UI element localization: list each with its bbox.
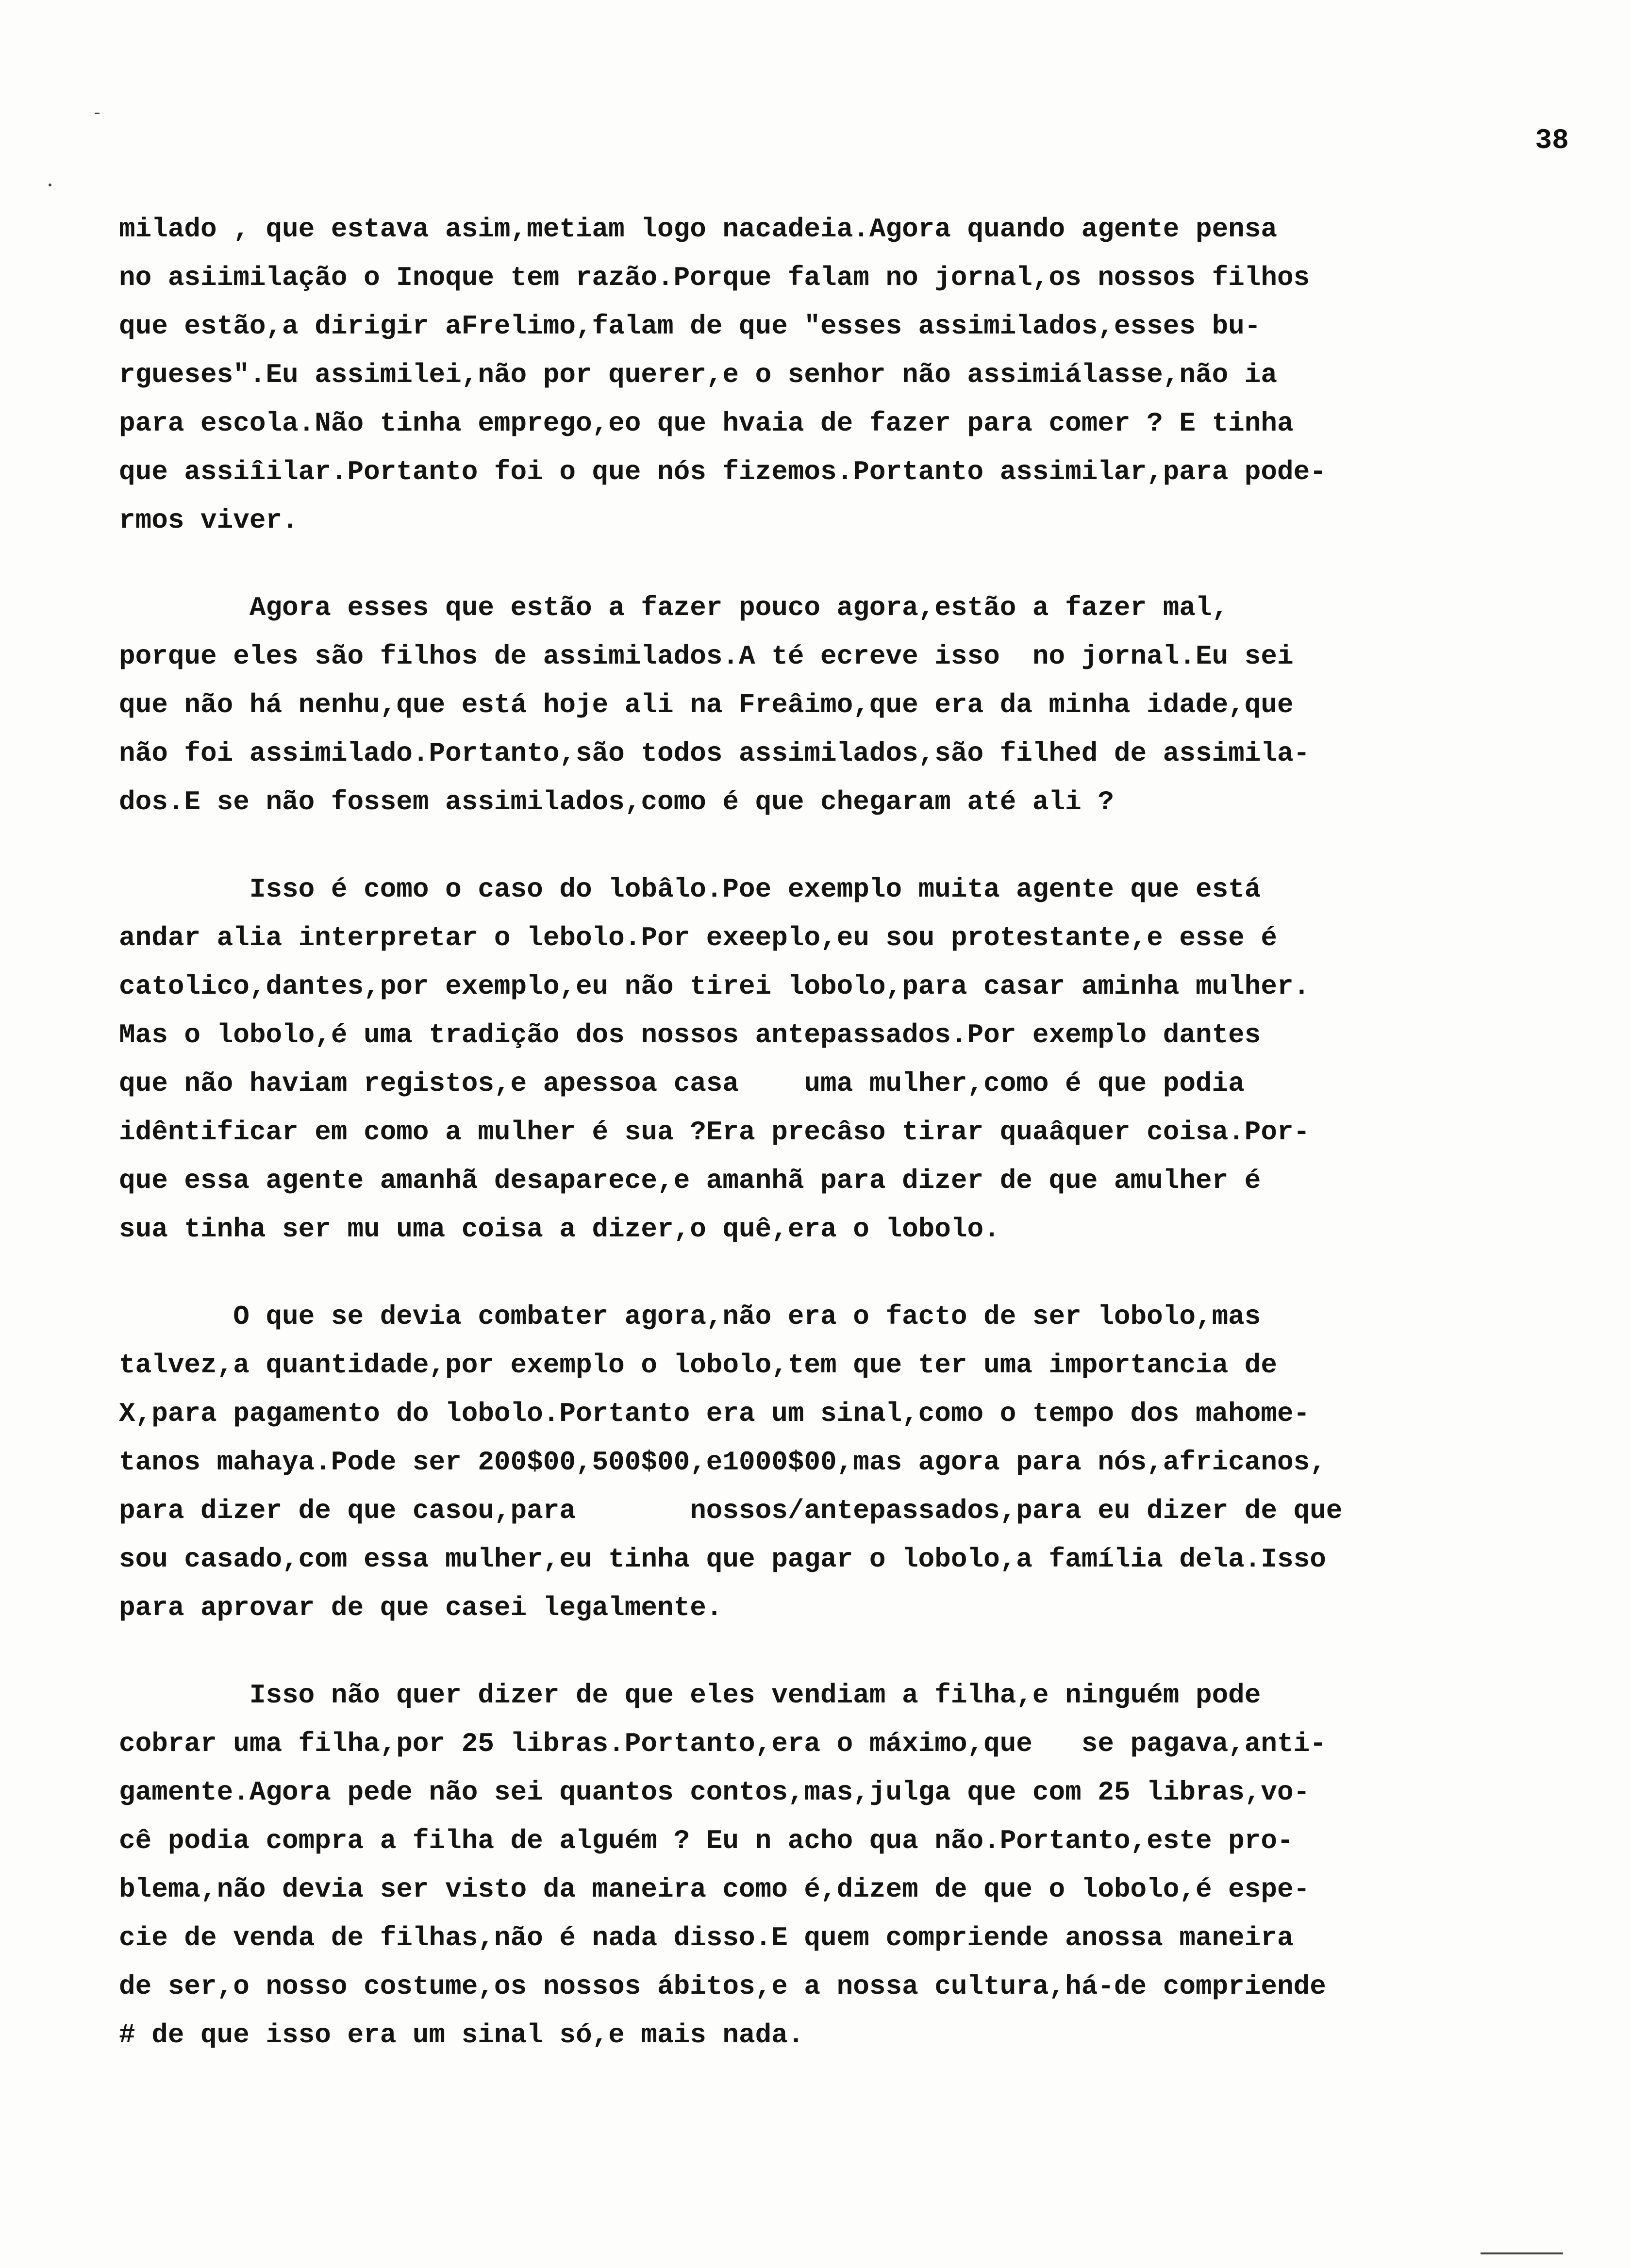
text-line: # de que isso era um sinal só,e mais nada. (119, 2019, 804, 2051)
text-line: X,para pagamento do lobolo.Portanto era um sinal,como o tempo dos mahome- (119, 1398, 1310, 1429)
text-line: para dizer de que casou,para nossos/antepassados,para eu dizer de que (119, 1495, 1343, 1526)
text-line: O que se devia combater agora,não era o facto de ser lobolo,mas (119, 1301, 1261, 1332)
text-line: dos.E se não fossem assimilados,como é que chegaram até ali ? (119, 786, 1114, 817)
text-line: para aprovar de que casei legalmente. (119, 1592, 723, 1623)
text-line: sua tinha ser mu uma coisa a dizer,o quê,era o lobolo. (119, 1214, 1000, 1245)
text-line: de ser,o nosso costume,os nossos ábitos,e a nossa cultura,há-de compriende (119, 1971, 1326, 2002)
text-line: rgueses".Eu assimilei,não por querer,e o senhor não assimiálasse,não ia (119, 359, 1277, 390)
text-line: não foi assimilado.Portanto,são todos assimilados,são filhed de assimila- (119, 738, 1310, 769)
text-line: Agora esses que estão a fazer pouco agora,estão a fazer mal, (119, 592, 1229, 623)
document-body (119, 205, 1580, 2098)
text-line: Isso é como o caso do lobâlo.Poe exemplo muita agente que está (119, 874, 1261, 905)
paragraph (119, 1292, 1580, 1632)
text-line: que essa agente amanhã desaparece,e amanhã para dizer de que amulher é (119, 1165, 1261, 1196)
paragraph (119, 865, 1580, 1253)
paragraph (119, 1671, 1580, 2059)
text-line: cobrar uma filha,por 25 libras.Portanto,era o máximo,que se pagava,anti- (119, 1728, 1326, 1759)
text-line: rmos viver. (119, 505, 299, 536)
text-line: para escola.Não tinha emprego,eo que hvaia de fazer para comer ? E tinha (119, 408, 1294, 439)
text-line: que não haviam registos,e apessoa casa uma mulher,como é que podia (119, 1068, 1245, 1099)
text-line: cie de venda de filhas,não é nada disso.E quem compriende anossa maneira (119, 1922, 1294, 1953)
text-line: gamente.Agora pede não sei quantos contos,mas,julga que com 25 libras,vo- (119, 1777, 1310, 1808)
text-line: catolico,dantes,por exemplo,eu não tirei lobolo,para casar aminha mulher. (119, 971, 1310, 1002)
text-line: andar alia interpretar o lebolo.Por exeeplo,eu sou protestante,e esse é (119, 922, 1277, 953)
text-line: cê podia compra a filha de alguém ? Eu n acho qua não.Portanto,este pro- (119, 1825, 1294, 1856)
text-line: blema,não devia ser visto da maneira como é,dizem de que o lobolo,é espe- (119, 1874, 1310, 1905)
paragraph (119, 584, 1580, 826)
text-line: Isso não quer dizer de que eles vendiam a filha,e ninguém pode (119, 1680, 1261, 1711)
text-line: talvez,a quantidade,por exemplo o lobolo,tem que ter uma importancia de (119, 1350, 1277, 1381)
text-line: tanos mahaya.Pode ser 200$00,500$00,e1000$00,mas agora para nós,africanos, (119, 1447, 1326, 1478)
page-number: 38 (1535, 125, 1569, 157)
text-line: que estão,a dirigir aFrelimo,falam de que "esses assimilados,esses bu- (119, 311, 1261, 342)
text-line: porque eles são filhos de assimilados.A té ecreve isso no jornal.Eu sei (119, 641, 1294, 672)
text-line: que assiîilar.Portanto foi o que nós fizemos.Portanto assimilar,para pode- (119, 456, 1326, 487)
text-line: no asiimilação o Inoque tem razão.Porque falam no jornal,os nossos filhos (119, 262, 1310, 293)
scan-artifact (49, 183, 51, 186)
scan-artifact (1481, 2252, 1563, 2254)
text-line: sou casado,com essa mulher,eu tinha que pagar o lobolo,a família dela.Isso (119, 1544, 1326, 1575)
text-line: milado , que estava asim,metiam logo nacadeia.Agora quando agente pensa (119, 214, 1277, 245)
text-line: que não há nenhu,que está hoje ali na Freâimo,que era da minha idade,que (119, 689, 1294, 720)
paragraph (119, 205, 1580, 545)
scan-artifact (95, 113, 100, 114)
text-line: idêntificar em como a mulher é sua ?Era precâso tirar quaâquer coisa.Por- (119, 1117, 1310, 1148)
text-line: Mas o lobolo,é uma tradição dos nossos antepassados.Por exemplo dantes (119, 1019, 1261, 1051)
